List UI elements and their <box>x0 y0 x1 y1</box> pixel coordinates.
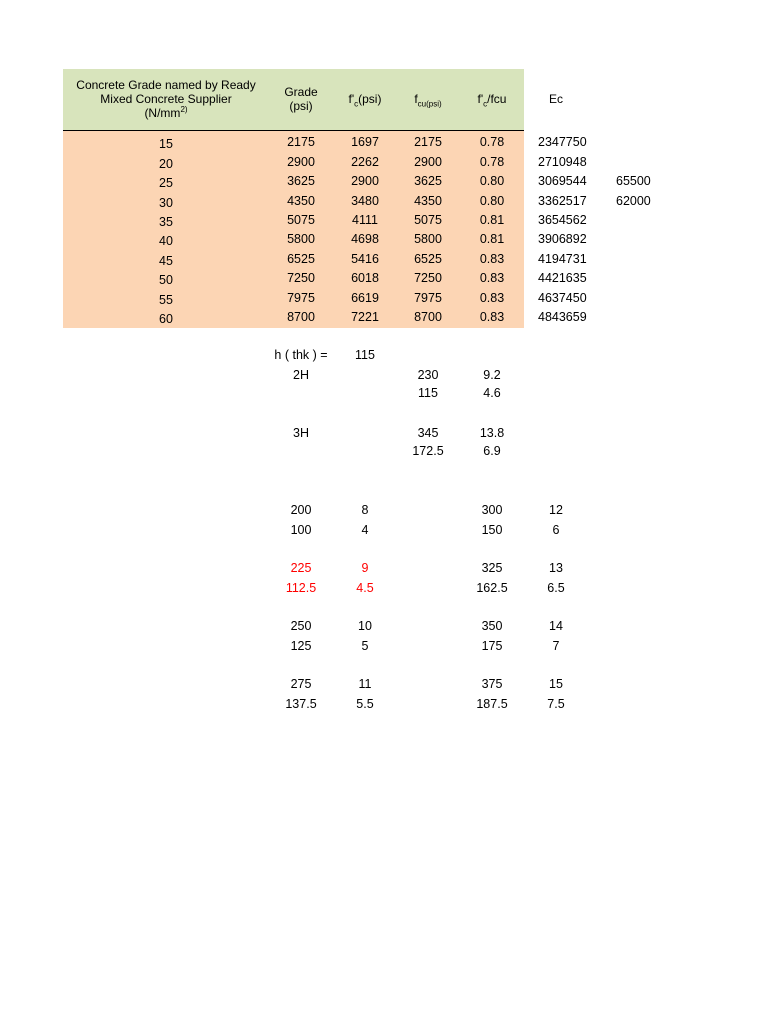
cell-psi: 3625 <box>287 174 315 188</box>
h-thickness-label: h ( thk ) = <box>274 348 328 362</box>
pair-cell-b1: 10 <box>358 619 372 633</box>
header-grade-psi-line2: (psi) <box>289 99 313 113</box>
header-grade-unit-sup: 2) <box>180 105 188 114</box>
pair-cell-d1: 13 <box>549 561 563 575</box>
header-fc-fcu-ratio <box>462 92 522 109</box>
cell-ec: 3906892 <box>538 232 587 246</box>
h2-value-c: 115 <box>418 386 438 400</box>
h3-value-b: 13.8 <box>479 426 505 440</box>
header-ratio-suffix: /fcu <box>487 92 507 106</box>
pair-cell-a2: 100 <box>290 523 312 537</box>
cell-fcu: 7250 <box>414 271 442 285</box>
header-fcu-psi <box>398 92 458 109</box>
pair-cell-c2: 175 <box>481 639 503 653</box>
cell-ec: 3362517 <box>538 194 587 208</box>
cell-psi: 2175 <box>287 135 315 149</box>
pair-cell-d1: 15 <box>549 677 563 691</box>
header-grade-line2: Mixed Concrete Supplier <box>100 92 232 106</box>
pair-cell-a1: 275 <box>290 677 312 691</box>
cell-psi: 7250 <box>287 271 315 285</box>
header-concrete-grade <box>66 78 266 120</box>
pair-cell-b1: 8 <box>361 503 369 517</box>
cell-ec: 4194731 <box>538 252 587 266</box>
cell-fcu: 2900 <box>414 155 442 169</box>
cell-fcu: 6525 <box>414 252 442 266</box>
cell-ratio: 0.83 <box>479 310 505 324</box>
h2-value-d: 4.6 <box>483 386 501 400</box>
cell-grade: 45 <box>159 254 173 268</box>
pair-cell-c1: 325 <box>481 561 503 575</box>
cell-fc: 1697 <box>351 135 379 149</box>
cell-fc: 4698 <box>351 232 379 246</box>
cell-ec: 2710948 <box>538 155 587 169</box>
cell-fcu: 5075 <box>414 213 442 227</box>
header-grade-psi <box>271 85 331 113</box>
cell-psi: 4350 <box>287 194 315 208</box>
pair-cell-c2: 187.5 <box>476 697 508 711</box>
pair-cell-b1: 9 <box>361 561 369 575</box>
cell-fc: 4111 <box>352 213 378 227</box>
header-ec: Ec <box>548 92 563 106</box>
pair-cell-b1: 11 <box>358 677 372 691</box>
cell-extra: 62000 <box>616 194 651 208</box>
pair-cell-a1: 200 <box>290 503 312 517</box>
header-fc-psi <box>335 92 395 109</box>
cell-grade: 60 <box>159 312 173 326</box>
h3-value-d: 6.9 <box>483 444 501 458</box>
header-fc-sub: c <box>354 99 359 109</box>
cell-fc: 6619 <box>351 291 379 305</box>
cell-fcu: 8700 <box>414 310 442 324</box>
h2-label: 2H <box>293 368 309 382</box>
h3-value-c: 172.5 <box>412 444 444 458</box>
cell-grade: 35 <box>159 215 173 229</box>
pair-cell-a2: 137.5 <box>285 697 317 711</box>
cell-grade: 25 <box>159 176 173 190</box>
cell-ratio: 0.83 <box>479 252 505 266</box>
pair-cell-a2: 125 <box>290 639 312 653</box>
cell-psi: 2900 <box>287 155 315 169</box>
pair-cell-b2: 5.5 <box>356 697 374 711</box>
pair-cell-c1: 375 <box>481 677 503 691</box>
pair-cell-d1: 14 <box>549 619 563 633</box>
h-thickness-value: 115 <box>355 348 375 362</box>
cell-extra: 65500 <box>616 174 651 188</box>
pair-cell-d2: 7 <box>552 639 560 653</box>
cell-ratio: 0.78 <box>479 155 505 169</box>
cell-grade: 50 <box>159 273 173 287</box>
cell-grade: 55 <box>159 293 173 307</box>
cell-ratio: 0.80 <box>479 174 505 188</box>
cell-fc: 5416 <box>351 252 379 266</box>
cell-psi: 7975 <box>287 291 315 305</box>
pair-cell-a1: 225 <box>290 561 312 575</box>
pair-cell-d2: 7.5 <box>547 697 565 711</box>
cell-fcu: 4350 <box>414 194 442 208</box>
cell-ec: 3654562 <box>538 213 587 227</box>
pair-cell-c1: 350 <box>481 619 503 633</box>
pair-cell-b2: 4.5 <box>356 581 374 595</box>
cell-ratio: 0.81 <box>479 232 505 246</box>
cell-psi: 6525 <box>287 252 315 266</box>
header-grade-psi-line1: Grade <box>284 85 318 99</box>
header-grade-unit: (N/mm <box>144 106 181 120</box>
pair-cell-d1: 12 <box>549 503 563 517</box>
cell-ratio: 0.80 <box>479 194 505 208</box>
cell-ec: 4843659 <box>538 310 587 324</box>
cell-ec: 4637450 <box>538 291 587 305</box>
cell-ec: 2347750 <box>538 135 587 149</box>
header-grade-line3 <box>66 106 266 120</box>
pair-cell-d2: 6 <box>552 523 560 537</box>
pair-cell-a1: 250 <box>290 619 312 633</box>
cell-fc: 3480 <box>351 194 379 208</box>
pair-cell-c2: 162.5 <box>476 581 508 595</box>
header-fc-prefix: f' <box>348 92 355 106</box>
cell-fcu: 7975 <box>414 291 442 305</box>
cell-fc: 2900 <box>351 174 379 188</box>
cell-psi: 5075 <box>287 213 315 227</box>
cell-ratio: 0.78 <box>479 135 505 149</box>
cell-grade: 30 <box>159 196 173 210</box>
header-fc-suffix: (psi) <box>358 92 382 106</box>
cell-psi: 5800 <box>287 232 315 246</box>
cell-grade: 40 <box>159 234 173 248</box>
header-ratio-sub: c <box>483 99 488 109</box>
cell-grade: 20 <box>159 157 173 171</box>
cell-fc: 2262 <box>351 155 379 169</box>
pair-cell-a2: 112.5 <box>285 581 317 595</box>
cell-ec: 4421635 <box>538 271 587 285</box>
cell-fc: 6018 <box>351 271 379 285</box>
header-ratio-prefix: f' <box>477 92 484 106</box>
cell-grade: 15 <box>159 137 173 151</box>
h2-value-a: 230 <box>417 368 439 382</box>
cell-ratio: 0.83 <box>479 291 505 305</box>
cell-psi: 8700 <box>287 310 315 324</box>
pair-cell-b2: 5 <box>361 639 369 653</box>
cell-fcu: 5800 <box>414 232 442 246</box>
header-fcu-sub: cu(psi) <box>417 99 442 109</box>
h2-value-b: 9.2 <box>483 368 501 382</box>
pair-cell-b2: 4 <box>361 523 369 537</box>
header-fcu-prefix: f <box>414 92 418 106</box>
h3-label: 3H <box>293 426 309 440</box>
pair-cell-d2: 6.5 <box>547 581 565 595</box>
cell-ratio: 0.81 <box>479 213 505 227</box>
cell-fcu: 2175 <box>414 135 442 149</box>
pair-cell-c1: 300 <box>481 503 503 517</box>
cell-ec: 3069544 <box>538 174 587 188</box>
cell-ratio: 0.83 <box>479 271 505 285</box>
cell-fcu: 3625 <box>414 174 442 188</box>
pair-cell-c2: 150 <box>481 523 503 537</box>
h3-value-a: 345 <box>417 426 439 440</box>
cell-fc: 7221 <box>351 310 379 324</box>
header-grade-line1: Concrete Grade named by Ready <box>76 78 256 92</box>
